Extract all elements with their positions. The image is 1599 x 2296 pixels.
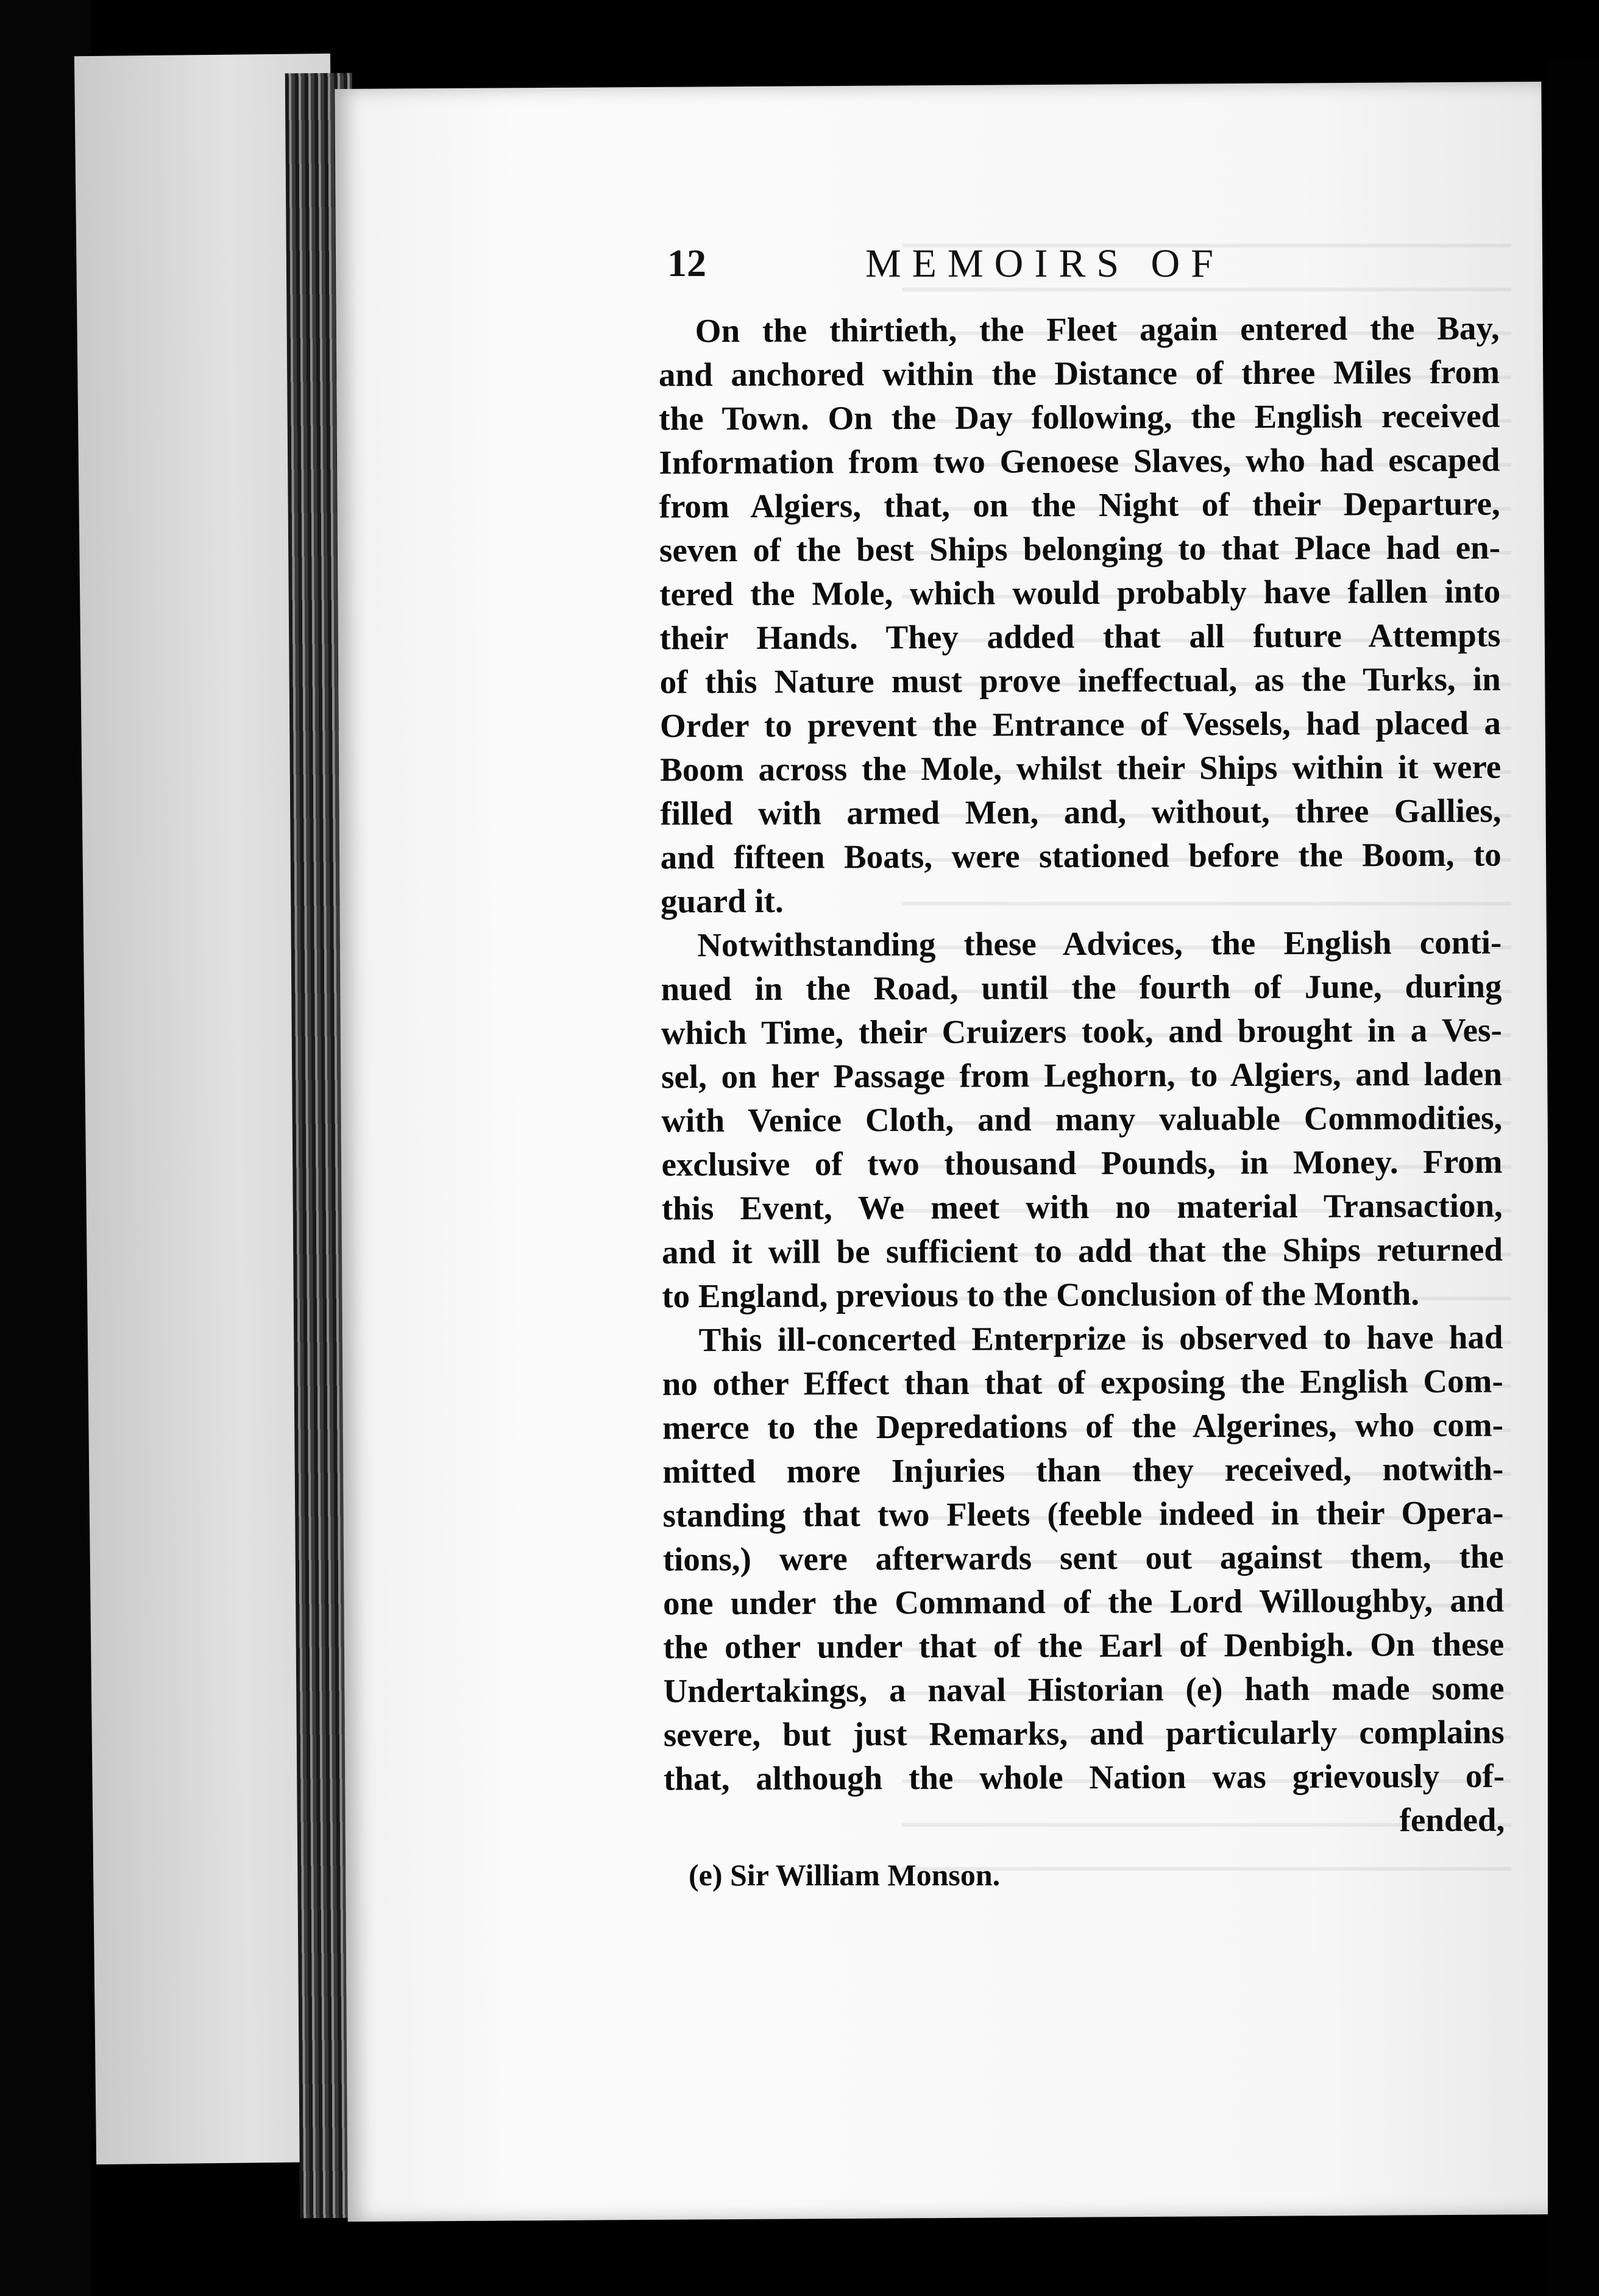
text-line: nued in the Road, until the fourth of June, during — [661, 967, 1502, 1008]
text-line: Boom across the Mole, whilst their Ships within it were — [660, 748, 1502, 788]
text-line: to England, previous to the Conclusion of the Month. — [662, 1275, 1420, 1315]
text-line: Undertakings, a naval Historian (e) hath made some — [663, 1669, 1505, 1710]
catchword: fended, — [1399, 1801, 1505, 1839]
page-number: 12 — [667, 241, 706, 285]
text-line: guard it. — [660, 882, 784, 920]
text-line: the other under that of the Earl of Denbigh. On these — [663, 1625, 1505, 1666]
text-line: of this Nature must prove ineffectual, as the Turks, in — [659, 660, 1501, 701]
text-line: and fifteen Boats, were stationed before the Boom, to — [660, 835, 1502, 876]
text-line: with Venice Cloth, and many valuable Commodities, — [661, 1099, 1503, 1139]
text-line: This ill-concerted Enterprize is observed to have had — [698, 1318, 1503, 1359]
text-line: tered the Mole, which would probably have fallen into — [659, 572, 1501, 613]
text-line: and anchored within the Distance of three Miles from — [658, 353, 1500, 394]
text-line: their Hands. They added that all future Attempts — [659, 616, 1501, 657]
text-line: mitted more Injuries than they received, notwith- — [662, 1450, 1504, 1490]
text-line: no other Effect than that of exposing the English Com- — [662, 1362, 1503, 1403]
running-head — [634, 241, 1304, 289]
dark-right-margin — [1548, 61, 1599, 2296]
text-line: Information from two Genoese Slaves, who had escaped — [659, 441, 1500, 481]
text-line: and it will be sufficient to add that the Ships returned — [661, 1230, 1503, 1271]
text-line: seven of the best Ships belonging to that Place had en- — [659, 528, 1501, 569]
text-line: the Town. On the Day following, the English received — [659, 397, 1500, 438]
text-line: from Algiers, that, on the Night of their Departure, — [659, 484, 1500, 525]
text-line: filled with armed Men, and, without, three Gallies, — [660, 792, 1502, 832]
text-line: Notwithstanding these Advices, the English conti- — [697, 923, 1502, 964]
text-line: On the thirtieth, the Fleet again entered the Bay, — [695, 309, 1500, 350]
text-line: one under the Command of the Lord Willoughby, and — [662, 1581, 1505, 1622]
text-line: that, although the whole Nation was grievously of- — [663, 1757, 1505, 1798]
text-line: exclusive of two thousand Pounds, in Money. From — [661, 1143, 1503, 1183]
text-line: which Time, their Cruizers took, and brought in a Ves- — [661, 1011, 1502, 1052]
text-line: sel, on her Passage from Leghorn, to Algiers, and laden — [661, 1055, 1503, 1096]
text-line: Order to prevent the Entrance of Vessels, had placed a — [659, 704, 1502, 745]
running-title: MEMOIRS OF — [865, 241, 1224, 286]
footnote: (e) Sir William Monson. — [689, 1858, 1001, 1892]
text-line: severe, but just Remarks, and particularly complains — [663, 1713, 1505, 1754]
body-text — [659, 306, 1505, 1845]
text-line: tions,) were afterwards sent out against them, the — [662, 1537, 1504, 1578]
text-line: standing that two Fleets (feeble indeed in their Opera- — [662, 1493, 1504, 1534]
text-line: merce to the Depredations of the Algerines, who com- — [662, 1406, 1504, 1447]
text-line: this Event, We meet with no material Transaction, — [661, 1186, 1503, 1227]
